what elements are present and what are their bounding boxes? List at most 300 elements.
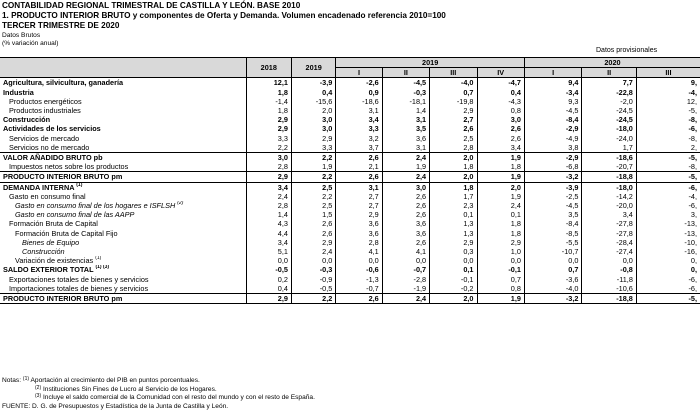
row-label-text: Variación de existencias [15, 256, 94, 266]
value-cell: 4,3 [246, 219, 291, 228]
value-cell: -3,2 [524, 172, 581, 182]
value-cell: 0,0 [582, 256, 636, 265]
value-cell: -10,6 [582, 284, 636, 294]
footnote-marker: (1) [76, 182, 83, 188]
row-label [0, 229, 246, 238]
value-cell: -4,3 [477, 97, 524, 106]
value-cell: 3,3 [246, 134, 291, 143]
row-label [0, 192, 246, 201]
value-cell: 2,2 [291, 294, 335, 304]
value-cell: -4,5 [524, 201, 581, 210]
value-cell: 2,6 [336, 153, 382, 163]
value-cell: -4,9 [524, 134, 581, 143]
value-cell: 2,9 [246, 115, 291, 124]
value-cell: -0,5 [246, 265, 291, 274]
row-label [0, 256, 246, 265]
variacion-label: (% variación anual) [2, 40, 59, 47]
row-label-text: Gasto en consumo final de las AAPP [15, 210, 135, 220]
value-cell: -24,5 [582, 115, 636, 124]
value-cell: -8,4 [524, 219, 581, 228]
value-cell: 2,6 [291, 219, 335, 228]
value-cell: -18,6 [336, 97, 382, 106]
value-cell: 2,2 [291, 192, 335, 201]
value-cell: 2,6 [477, 124, 524, 133]
header-group-2019: 2019 [336, 58, 525, 68]
value-cell: 2,9 [477, 238, 524, 247]
note-3-marker: (3) [35, 393, 42, 400]
table-row [0, 256, 700, 265]
row-label [0, 238, 246, 247]
header-blank [0, 58, 246, 68]
value-cell: -5, [636, 294, 700, 304]
value-cell: 2,6 [382, 238, 429, 247]
row-label [0, 210, 246, 219]
value-cell: -0,7 [336, 284, 382, 294]
value-cell: -0,5 [291, 284, 335, 294]
row-label [0, 124, 246, 133]
value-cell: 0,2 [246, 275, 291, 284]
row-label [0, 97, 246, 106]
note-1-text: Aportación al crecimiento del PIB en puntos porcentuales. [30, 377, 200, 384]
value-cell: -6, [636, 284, 700, 294]
value-cell: -0,1 [477, 265, 524, 274]
value-cell: 2,6 [382, 210, 429, 219]
datos-provisionales-label: Datos provisionales [596, 47, 658, 54]
table-row [0, 265, 700, 274]
row-label [0, 182, 246, 192]
value-cell: 3,4 [246, 182, 291, 192]
value-cell: 0,0 [291, 256, 335, 265]
value-cell: -0,6 [336, 265, 382, 274]
value-cell: -3,6 [524, 275, 581, 284]
row-label [0, 162, 246, 172]
value-cell: 2,2 [246, 143, 291, 153]
value-cell: 1,8 [246, 88, 291, 97]
value-cell: 3,0 [477, 115, 524, 124]
table-row [0, 97, 700, 106]
value-cell: 2,0 [430, 153, 477, 163]
value-cell: -24,5 [582, 106, 636, 115]
value-cell: 2,0 [430, 294, 477, 304]
value-cell: 2,0 [291, 106, 335, 115]
value-cell: 2,9 [430, 238, 477, 247]
value-cell: 2,7 [336, 201, 382, 210]
value-cell: -6, [636, 275, 700, 284]
value-cell: 0,4 [477, 88, 524, 97]
row-label-text: Servicios no de mercado [9, 142, 90, 152]
value-cell: -0,8 [582, 265, 636, 274]
value-cell: 1,9 [382, 162, 429, 172]
row-label-text: Importaciones totales de bienes y servicios [9, 283, 149, 293]
value-cell: -18,1 [382, 97, 429, 106]
value-cell: 0,4 [291, 88, 335, 97]
value-cell: 1,5 [291, 210, 335, 219]
header-2018: 2018 [246, 58, 291, 78]
value-cell: -0,3 [291, 265, 335, 274]
header-q3-2019: III [430, 68, 477, 78]
value-cell: 4,1 [336, 247, 382, 256]
value-cell: -2,8 [382, 275, 429, 284]
value-cell: -27,4 [582, 247, 636, 256]
value-cell: 1,4 [382, 106, 429, 115]
value-cell: 2,4 [246, 192, 291, 201]
value-cell: 2,6 [477, 134, 524, 143]
value-cell: 0,1 [430, 210, 477, 219]
value-cell: 3,6 [382, 134, 429, 143]
value-cell: 7,7 [582, 78, 636, 88]
value-cell: 0, [636, 265, 700, 274]
value-cell: -19,8 [430, 97, 477, 106]
value-cell: 3,4 [582, 210, 636, 219]
value-cell: -18,8 [582, 172, 636, 182]
value-cell: 1,3 [430, 219, 477, 228]
value-cell: 2,4 [291, 247, 335, 256]
note-2 [2, 386, 315, 395]
row-label [0, 219, 246, 228]
row-label [0, 106, 246, 115]
value-cell: 2,5 [291, 201, 335, 210]
value-cell: 3,7 [336, 143, 382, 153]
value-cell: -10, [636, 238, 700, 247]
value-cell: 1,8 [246, 106, 291, 115]
value-cell: 3,1 [336, 182, 382, 192]
header-q2-2019: II [382, 68, 429, 78]
value-cell: -13, [636, 229, 700, 238]
value-cell: 1,9 [291, 162, 335, 172]
value-cell: 1,8 [430, 182, 477, 192]
value-cell: 3, [636, 210, 700, 219]
table-row [0, 162, 700, 172]
value-cell: -11,8 [582, 275, 636, 284]
row-label-text: Servicios de mercado [9, 133, 80, 143]
value-cell: 0,9 [336, 88, 382, 97]
value-cell: 3,5 [524, 210, 581, 219]
table-row [0, 247, 700, 256]
report-titles [2, 1, 698, 48]
value-cell: 3,6 [336, 219, 382, 228]
table-row [0, 219, 700, 228]
table-row [0, 143, 700, 153]
value-cell: 2,9 [291, 238, 335, 247]
value-cell: 2,9 [246, 172, 291, 182]
value-cell: 3,3 [291, 143, 335, 153]
value-cell: 2,8 [246, 162, 291, 172]
row-label [0, 88, 246, 97]
row-label [0, 284, 246, 294]
header-q3-2020: III [636, 68, 700, 78]
value-cell: -2,9 [524, 153, 581, 163]
value-cell: 3,4 [246, 238, 291, 247]
value-cell: 0,8 [477, 106, 524, 115]
table-row [0, 182, 700, 192]
value-cell: -4, [636, 192, 700, 201]
row-label-text: Gasto en consumo final [9, 191, 86, 201]
value-cell: 2,6 [336, 172, 382, 182]
table-body [0, 78, 700, 304]
source-note: FUENTE: D. G. de Presupuestos y Estadística de la Junta de Castilla y León. [2, 402, 229, 410]
row-label [0, 294, 246, 304]
table-row [0, 124, 700, 133]
value-cell: 2,5 [430, 134, 477, 143]
header-q1-2020: I [524, 68, 581, 78]
value-cell: 2,8 [430, 143, 477, 153]
value-cell: 2,8 [246, 201, 291, 210]
table-row [0, 134, 700, 143]
value-cell: -20,7 [582, 162, 636, 172]
row-label-text: Exportaciones totales de bienes y servicios [9, 274, 149, 284]
row-label [0, 143, 246, 153]
value-cell: 2,5 [291, 182, 335, 192]
note-2-text: Instituciones Sin Fines de Lucro al Servicio de los Hogares. [42, 385, 217, 393]
value-cell: 3,5 [382, 124, 429, 133]
value-cell: 3,1 [382, 115, 429, 124]
row-label-text: PRODUCTO INTERIOR BRUTO pm [3, 294, 123, 304]
value-cell: -18,8 [582, 294, 636, 304]
header-group-2020: 2020 [524, 58, 700, 68]
value-cell: -3,2 [524, 294, 581, 304]
value-cell: 0,7 [477, 275, 524, 284]
header-row-groups [0, 58, 700, 68]
row-label [0, 275, 246, 284]
table-row [0, 201, 700, 210]
row-label-text: Gasto en consumo final de los hogares e ISFLSH [15, 201, 176, 211]
value-cell: -8, [636, 162, 700, 172]
value-cell: -2,5 [524, 192, 581, 201]
value-cell: 3,6 [336, 229, 382, 238]
value-cell: -22,8 [582, 88, 636, 97]
row-label [0, 265, 246, 274]
value-cell: -0,1 [430, 275, 477, 284]
value-cell: 2,9 [291, 134, 335, 143]
value-cell: 3,0 [291, 124, 335, 133]
value-cell: -1,3 [336, 275, 382, 284]
row-label-text: VALOR AÑADIDO BRUTO pb [3, 153, 103, 163]
notes-section [2, 377, 315, 411]
header-q2-2020: II [582, 68, 636, 78]
footnote-marker: (1) (3) [95, 265, 110, 271]
value-cell: 0,3 [430, 247, 477, 256]
value-cell: 3,4 [336, 115, 382, 124]
value-cell: 2,4 [382, 294, 429, 304]
value-cell: -13, [636, 219, 700, 228]
value-cell: -3,9 [524, 182, 581, 192]
row-label-text: Construcción [22, 247, 65, 257]
value-cell: -2,9 [524, 124, 581, 133]
value-cell: 2,9 [246, 124, 291, 133]
value-cell: 0,1 [430, 265, 477, 274]
value-cell: 1,8 [430, 162, 477, 172]
value-cell: -14,2 [582, 192, 636, 201]
value-cell: -4,0 [430, 78, 477, 88]
value-cell: 1,0 [477, 247, 524, 256]
value-cell: 3,0 [382, 182, 429, 192]
value-cell: 2,4 [382, 172, 429, 182]
value-cell: 1,9 [477, 172, 524, 182]
value-cell: -28,4 [582, 238, 636, 247]
value-cell: -0,3 [382, 88, 429, 97]
value-cell: -1,4 [246, 97, 291, 106]
value-cell: 2,4 [477, 201, 524, 210]
value-cell: -0,9 [291, 275, 335, 284]
table-row [0, 192, 700, 201]
value-cell: 0,4 [246, 284, 291, 294]
value-cell: -10,7 [524, 247, 581, 256]
value-cell: 2,3 [430, 201, 477, 210]
row-label-text: Actividades de los servicios [3, 124, 101, 134]
value-cell: 1,8 [477, 219, 524, 228]
value-cell: 3,8 [524, 143, 581, 153]
value-cell: 2,8 [336, 238, 382, 247]
value-cell: -4,7 [477, 78, 524, 88]
value-cell: 3,2 [336, 134, 382, 143]
value-cell: 1,3 [430, 229, 477, 238]
row-label-text: DEMANDA INTERNA [3, 182, 75, 192]
value-cell: 0,0 [246, 256, 291, 265]
value-cell: 2,6 [430, 124, 477, 133]
table-row [0, 294, 700, 304]
value-cell: 2,9 [246, 294, 291, 304]
value-cell: 1,8 [477, 229, 524, 238]
row-label-text: Productos industriales [9, 106, 81, 116]
value-cell: -24,0 [582, 134, 636, 143]
value-cell: 0,0 [477, 256, 524, 265]
value-cell: -5, [636, 172, 700, 182]
value-cell: -2,6 [336, 78, 382, 88]
value-cell: 2,1 [336, 162, 382, 172]
note-3 [2, 394, 315, 403]
row-label-text: Bienes de Equipo [22, 237, 80, 247]
value-cell: 9,3 [524, 97, 581, 106]
value-cell: 2,9 [430, 106, 477, 115]
value-cell: 0,0 [524, 256, 581, 265]
value-cell: -27,8 [582, 219, 636, 228]
value-cell: -2,0 [582, 97, 636, 106]
value-cell: 3,3 [336, 124, 382, 133]
value-cell: 3,1 [382, 143, 429, 153]
table-row [0, 238, 700, 247]
value-cell: -3,4 [524, 88, 581, 97]
row-label [0, 153, 246, 163]
value-cell: -18,0 [582, 182, 636, 192]
value-cell: 1,9 [477, 192, 524, 201]
header-row-quarters [0, 68, 700, 78]
value-cell: -4,0 [524, 284, 581, 294]
table-title: 1. PRODUCTO INTERIOR BRUTO y componentes de Oferta y Demanda. Volumen encadenado referencia 2010=100 [2, 11, 446, 20]
row-label-text: Agricultura, silvicultura, ganadería [3, 78, 124, 88]
value-cell: 1,4 [246, 210, 291, 219]
value-cell: 1,7 [430, 192, 477, 201]
value-cell: 0,7 [524, 265, 581, 274]
footnote-marker: (1) [95, 256, 102, 262]
row-label-text: Impuestos netos sobre los productos [9, 162, 129, 172]
value-cell: 0,1 [477, 210, 524, 219]
row-label [0, 115, 246, 124]
value-cell: 2,4 [382, 153, 429, 163]
table-row [0, 115, 700, 124]
value-cell: -15,6 [291, 97, 335, 106]
value-cell: -20,0 [582, 201, 636, 210]
row-label-text: Productos energéticos [9, 96, 82, 106]
value-cell: -8,4 [524, 115, 581, 124]
value-cell: 0, [636, 256, 700, 265]
value-cell: 2, [636, 143, 700, 153]
value-cell: -0,7 [382, 265, 429, 274]
value-cell: 0,0 [430, 256, 477, 265]
value-cell: -6,8 [524, 162, 581, 172]
value-cell: -16, [636, 247, 700, 256]
row-label [0, 247, 246, 256]
value-cell: 3,0 [291, 115, 335, 124]
value-cell: 1,7 [582, 143, 636, 153]
value-cell: 2,0 [477, 182, 524, 192]
value-cell: -6, [636, 124, 700, 133]
value-cell: 2,6 [336, 294, 382, 304]
value-cell: 9,4 [524, 78, 581, 88]
value-cell: 0,8 [477, 284, 524, 294]
table-row [0, 275, 700, 284]
row-label-text: PRODUCTO INTERIOR BRUTO pm [3, 172, 123, 182]
value-cell: -8, [636, 115, 700, 124]
value-cell: -27,8 [582, 229, 636, 238]
value-cell: 3,1 [336, 106, 382, 115]
row-label-text: SALDO EXTERIOR TOTAL [3, 265, 94, 275]
value-cell: -4, [636, 88, 700, 97]
header-2019: 2019 [291, 58, 335, 78]
table-row [0, 172, 700, 182]
value-cell: -18,6 [582, 153, 636, 163]
note-2-marker: (2) [35, 384, 42, 391]
value-cell: 2,7 [336, 192, 382, 201]
value-cell: 4,4 [246, 229, 291, 238]
table-row [0, 78, 700, 88]
value-cell: 12, [636, 97, 700, 106]
value-cell: -5, [636, 106, 700, 115]
period-title: TERCER TRIMESTRE DE 2020 [2, 21, 120, 30]
value-cell: 0,7 [430, 88, 477, 97]
table-row [0, 284, 700, 294]
table-row [0, 229, 700, 238]
footnote-marker: (2) [177, 201, 184, 207]
value-cell: 1,9 [477, 153, 524, 163]
value-cell: 2,6 [291, 229, 335, 238]
value-cell: -1,9 [382, 284, 429, 294]
value-cell: 3,0 [246, 153, 291, 163]
header-q1-2019: I [336, 68, 382, 78]
value-cell: -6, [636, 201, 700, 210]
row-label [0, 134, 246, 143]
note-1 [2, 377, 315, 386]
value-cell: -18,0 [582, 124, 636, 133]
value-cell: 2,6 [382, 192, 429, 201]
value-cell: 2,2 [291, 153, 335, 163]
value-cell: 2,6 [382, 201, 429, 210]
row-label-text: Construcción [3, 115, 51, 125]
row-label-text: Industria [3, 87, 34, 97]
value-cell: 1,9 [477, 294, 524, 304]
value-cell: 2,0 [430, 172, 477, 182]
value-cell: 2,7 [430, 115, 477, 124]
header-blank-2 [0, 68, 246, 78]
value-cell: -8, [636, 134, 700, 143]
note-3-text: Incluye el saldo comercial de la Comunidad con el resto del mundo y con el resto de España. [42, 394, 315, 402]
value-cell: -6, [636, 182, 700, 192]
value-cell: -5, [636, 153, 700, 163]
value-cell: -4,5 [382, 78, 429, 88]
value-cell: 3,6 [382, 219, 429, 228]
report-title: CONTABILIDAD REGIONAL TRIMESTRAL DE CASTILLA Y LEÓN. BASE 2010 [2, 1, 301, 10]
value-cell: -8,5 [524, 229, 581, 238]
value-cell: 3,4 [477, 143, 524, 153]
